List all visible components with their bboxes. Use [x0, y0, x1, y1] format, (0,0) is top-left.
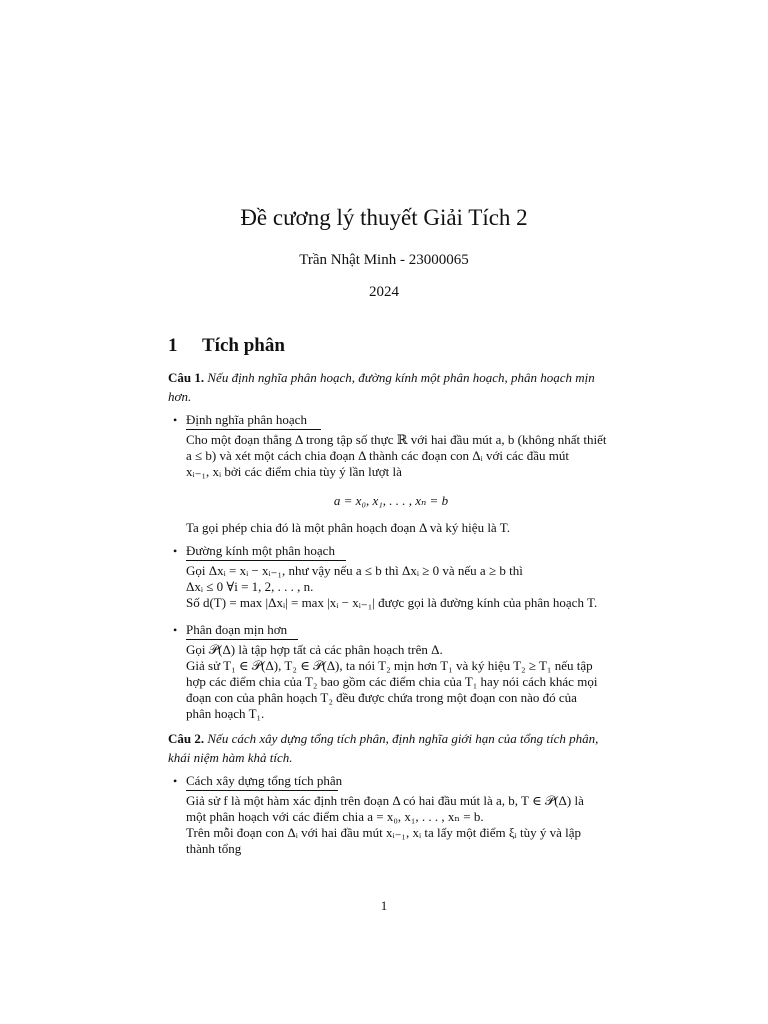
heading-rule — [186, 429, 321, 430]
item-line: hợp các điểm chia của T₂ bao gồm các điểm chia của T₁ hay nói cách khác mọi — [186, 674, 598, 689]
item-heading: Định nghĩa phân hoạch — [186, 412, 307, 427]
item-line: xᵢ₋₁, xᵢ bởi các điểm chia tùy ý lần lượt là — [186, 464, 402, 479]
question-1 — [168, 368, 595, 406]
item-line: thành tổng — [186, 841, 242, 856]
partition-formula: a = x₀, x₁, . . . , xₙ = b — [333, 493, 449, 508]
section-title: Tích phân — [202, 335, 285, 356]
item-line: Giả sử T₁ ∈ 𝒫(Δ), T₂ ∈ 𝒫(Δ), ta nói T₂ mịn hơn T₁ và ký hiệu T₂ ≥ T₁ nếu tập — [186, 658, 593, 673]
question-2 — [168, 729, 599, 767]
item-line: Trên mỗi đoạn con Δᵢ với hai đầu mút xᵢ₋₁, xᵢ ta lấy một điểm ξᵢ tùy ý và lập — [186, 825, 582, 840]
document-author: Trần Nhật Minh - 23000065 — [299, 252, 469, 268]
item-line: Gọi 𝒫(Δ) là tập hợp tất cả các phân hoạch trên Δ. — [186, 642, 443, 657]
item-line: một phân hoạch với các điểm chia a = x₀, x₁, . . . , xₙ = b. — [186, 809, 484, 824]
question-2-text-line2: khái niệm hàm khả tích. — [168, 750, 293, 765]
heading-rule — [186, 560, 346, 561]
list-item — [173, 543, 598, 611]
bullet-icon: • — [173, 413, 178, 427]
heading-rule — [186, 790, 338, 791]
item-line: Ta gọi phép chia đó là một phân hoạch đoạn Δ và ký hiệu là T. — [186, 520, 510, 535]
section-heading — [168, 335, 285, 357]
heading-rule — [186, 639, 298, 640]
item-line: Δxᵢ ≤ 0 ∀i = 1, 2, . . . , n. — [186, 579, 314, 594]
bullet-icon: • — [173, 623, 178, 637]
item-line: Cho một đoạn thẳng Δ trong tập số thực ℝ với hai đầu mút a, b (không nhất thiết — [186, 432, 607, 447]
item-heading: Đường kính một phân hoạch — [186, 543, 335, 558]
item-line: phân hoạch T₁. — [186, 706, 265, 721]
question-1-text-line1: Nếu định nghĩa phân hoạch, đường kính một phân hoạch, phân hoạch mịn — [207, 370, 595, 385]
question-2-text-line1: Nếu cách xây dựng tổng tích phân, định nghĩa giới hạn của tổng tích phân, — [207, 731, 599, 746]
question-1-text-line2: hơn. — [168, 389, 192, 404]
item-line: đoạn con của phân hoạch T₂ đều được chứa trong một đoạn con nào đó của — [186, 690, 577, 705]
item-line: a ≤ b) và xét một cách chia đoạn Δ thành các đoạn con Δᵢ với các đầu mút — [186, 448, 569, 463]
bullet-icon: • — [173, 544, 178, 558]
item-line: Gọi Δxᵢ = xᵢ − xᵢ₋₁, như vậy nếu a ≤ b thì Δxᵢ ≥ 0 và nếu a ≥ b thì — [186, 563, 523, 578]
list-item — [173, 773, 596, 857]
document-year: 2024 — [369, 284, 399, 300]
list-item — [173, 622, 598, 722]
document-title: Đề cương lý thuyết Giải Tích 2 — [240, 205, 528, 230]
item-heading: Phân đoạn mịn hơn — [186, 622, 288, 637]
question-1-label: Câu 1. — [168, 370, 205, 385]
question-2-label: Câu 2. — [168, 731, 205, 746]
section-number: 1 — [168, 335, 178, 356]
bullet-icon: • — [173, 774, 178, 788]
page-number: 1 — [380, 898, 388, 913]
item-line: Giả sử f là một hàm xác định trên đoạn Δ có hai đầu mút là a, b, T ∈ 𝒫(Δ) là — [186, 793, 584, 808]
list-item — [173, 412, 607, 536]
item-line: Số d(T) = max |Δxᵢ| = max |xᵢ − xᵢ₋₁| được gọi là đường kính của phân hoạch T. — [186, 595, 598, 610]
item-heading: Cách xây dựng tổng tích phân — [186, 773, 343, 788]
